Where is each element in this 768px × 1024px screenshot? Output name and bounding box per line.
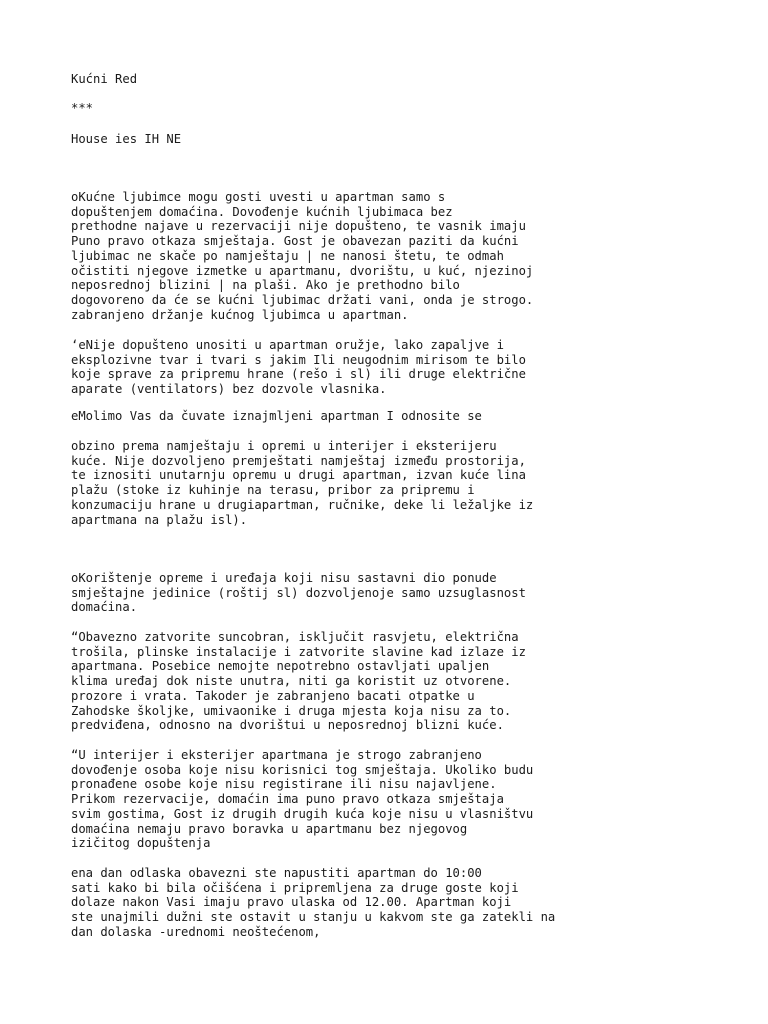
paragraph-4-line: plažu (stoke iz kuhinje na terasu, pribor za pripremu i	[71, 483, 475, 498]
paragraph-2-line: aparate (ventilators) bez dozvole vlasnika.	[71, 382, 387, 397]
paragraph-1-line: očistiti njegove izmetke u apartmanu, dvorištu, u kuć, njezinoj	[71, 263, 534, 278]
paragraph-8-line: sati kako bi bila očišćena i pripremljena za druge goste koji	[71, 880, 519, 895]
paragraph-7-line: svim gostima, Gost iz drugih drugih kuća koje nisu u vlasništvu	[71, 806, 534, 821]
paragraph-2-line: ‘eNije dopušteno unositi u apartman oružje, lako zapaljve i	[71, 338, 504, 352]
paragraph-6-line: “Obavezno zatvorite suncobran, isključit rasvjetu, električna	[71, 630, 519, 644]
paragraph-6-line: prozore i vrata. Takoder je zabranjeno bacati otpatke u	[71, 688, 475, 703]
paragraph-1-line: neposrednoj blizini | na plaši. Ako je prethodno bilo	[71, 278, 460, 293]
paragraph-8-line: ena dan odlaska obavezni ste napustiti apartman do 10:00	[71, 866, 482, 880]
paragraph-7-line: domaćina nemaju pravo boravka u apartmanu bez njegovog	[71, 821, 468, 836]
paragraph-1-line: ljubimac ne skače po namještaju | ne nanosi štetu, te odmah	[71, 248, 504, 263]
paragraph-7-line: izičitog dopuštenja	[71, 836, 211, 851]
paragraph-7-line: pronađene osobe koje nisu registirane ili nisu najavljene.	[71, 777, 497, 792]
document-subtitle: House ies IH NE	[71, 132, 182, 146]
paragraph-1-line: oKućne ljubimce mogu gosti uvesti u apartman samo s	[71, 190, 446, 204]
paragraph-6-line: trošila, plinske instalacije i zatvorite slavine kad izlaze iz	[71, 644, 526, 659]
paragraph-1-line: dogovoreno da će se kućni ljubimac držati vani, onda je strogo.	[71, 292, 534, 307]
paragraph-5-line: domaćina.	[71, 600, 138, 615]
paragraph-3-line: eMolimo Vas da čuvate iznajmljeni apartman I odnosite se	[71, 409, 482, 423]
paragraph-5-line: oKorištenje opreme i uređaja koji nisu sastavni dio ponude	[71, 571, 497, 585]
paragraph-8-line: dan dolaska -urednomi neoštećenom,	[71, 924, 321, 939]
paragraph-6-line: apartmana. Posebice nemojte nepotrebno ostavljati upaljen	[71, 659, 490, 674]
paragraph-4-line: kuće. Nije dozvoljeno premještati namještaj između prostorija,	[71, 453, 526, 468]
paragraph-7-line: “U interijer i eksterijer apartmana je strogo zabranjeno	[71, 748, 482, 762]
paragraph-6-line: predviđena, odnosno na dvorištui u neposrednoj blizni kuće.	[71, 718, 504, 733]
paragraph-4-line: obzino prema namještaju i opremi u interijer i eksterijeru	[71, 439, 497, 453]
paragraph-2-line: koje sprave za pripremu hrane (rešo i sl) ili druge električne	[71, 367, 526, 382]
separator: ***	[71, 101, 94, 115]
paragraph-1-line: dopuštenjem domaćina. Dovođenje kućnih ljubimaca bez	[71, 204, 453, 219]
paragraph-2-line: eksplozivne tvar i tvari s jakim Ili neugodnim mirisom te bilo	[71, 352, 526, 367]
paragraph-6-line: Zahodske školjke, umivaonike i druga mjesta koja nisu za to.	[71, 703, 512, 718]
paragraph-7-line: Prikom rezervacije, domaćin ima puno pravo otkaza smještaja	[71, 792, 504, 807]
paragraph-6-line: klima uređaj dok niste unutra, niti ga koristit uz otvorene.	[71, 674, 512, 689]
paragraph-4-line: konzumaciju hrane u drugiapartman, ručnike, deke li ležaljke iz	[71, 497, 534, 512]
paragraph-1-line: zabranjeno držanje kućnog ljubimca u apartman.	[71, 307, 409, 322]
document-title: Kućni Red	[71, 72, 138, 86]
paragraph-1-line: Puno pravo otkaza smještaja. Gost je obavezan paziti da kućni	[71, 234, 519, 249]
paragraph-8-line: dolaze nakon Vasi imaju pravo ulaska od 12.00. Apartman koji	[71, 895, 512, 910]
paragraph-8-line: ste unajmili dužni ste ostavit u stanju u kakvom ste ga zatekli na	[71, 910, 556, 925]
paragraph-7-line: dovođenje osoba koje nisu korisnici tog smještaja. Ukoliko budu	[71, 762, 534, 777]
paragraph-1-line: prethodne najave u rezervaciji nije dopušteno, te vasnik imaju	[71, 219, 526, 234]
paragraph-4-line: te iznositi unutarnju opremu u drugi apartman, izvan kuće lina	[71, 468, 526, 483]
paragraph-4-line: apartmana na plažu isl).	[71, 512, 248, 527]
paragraph-5-line: smještajne jedinice (roštij sl) dozvoljenoje samo uzsuglasnost	[71, 585, 526, 600]
